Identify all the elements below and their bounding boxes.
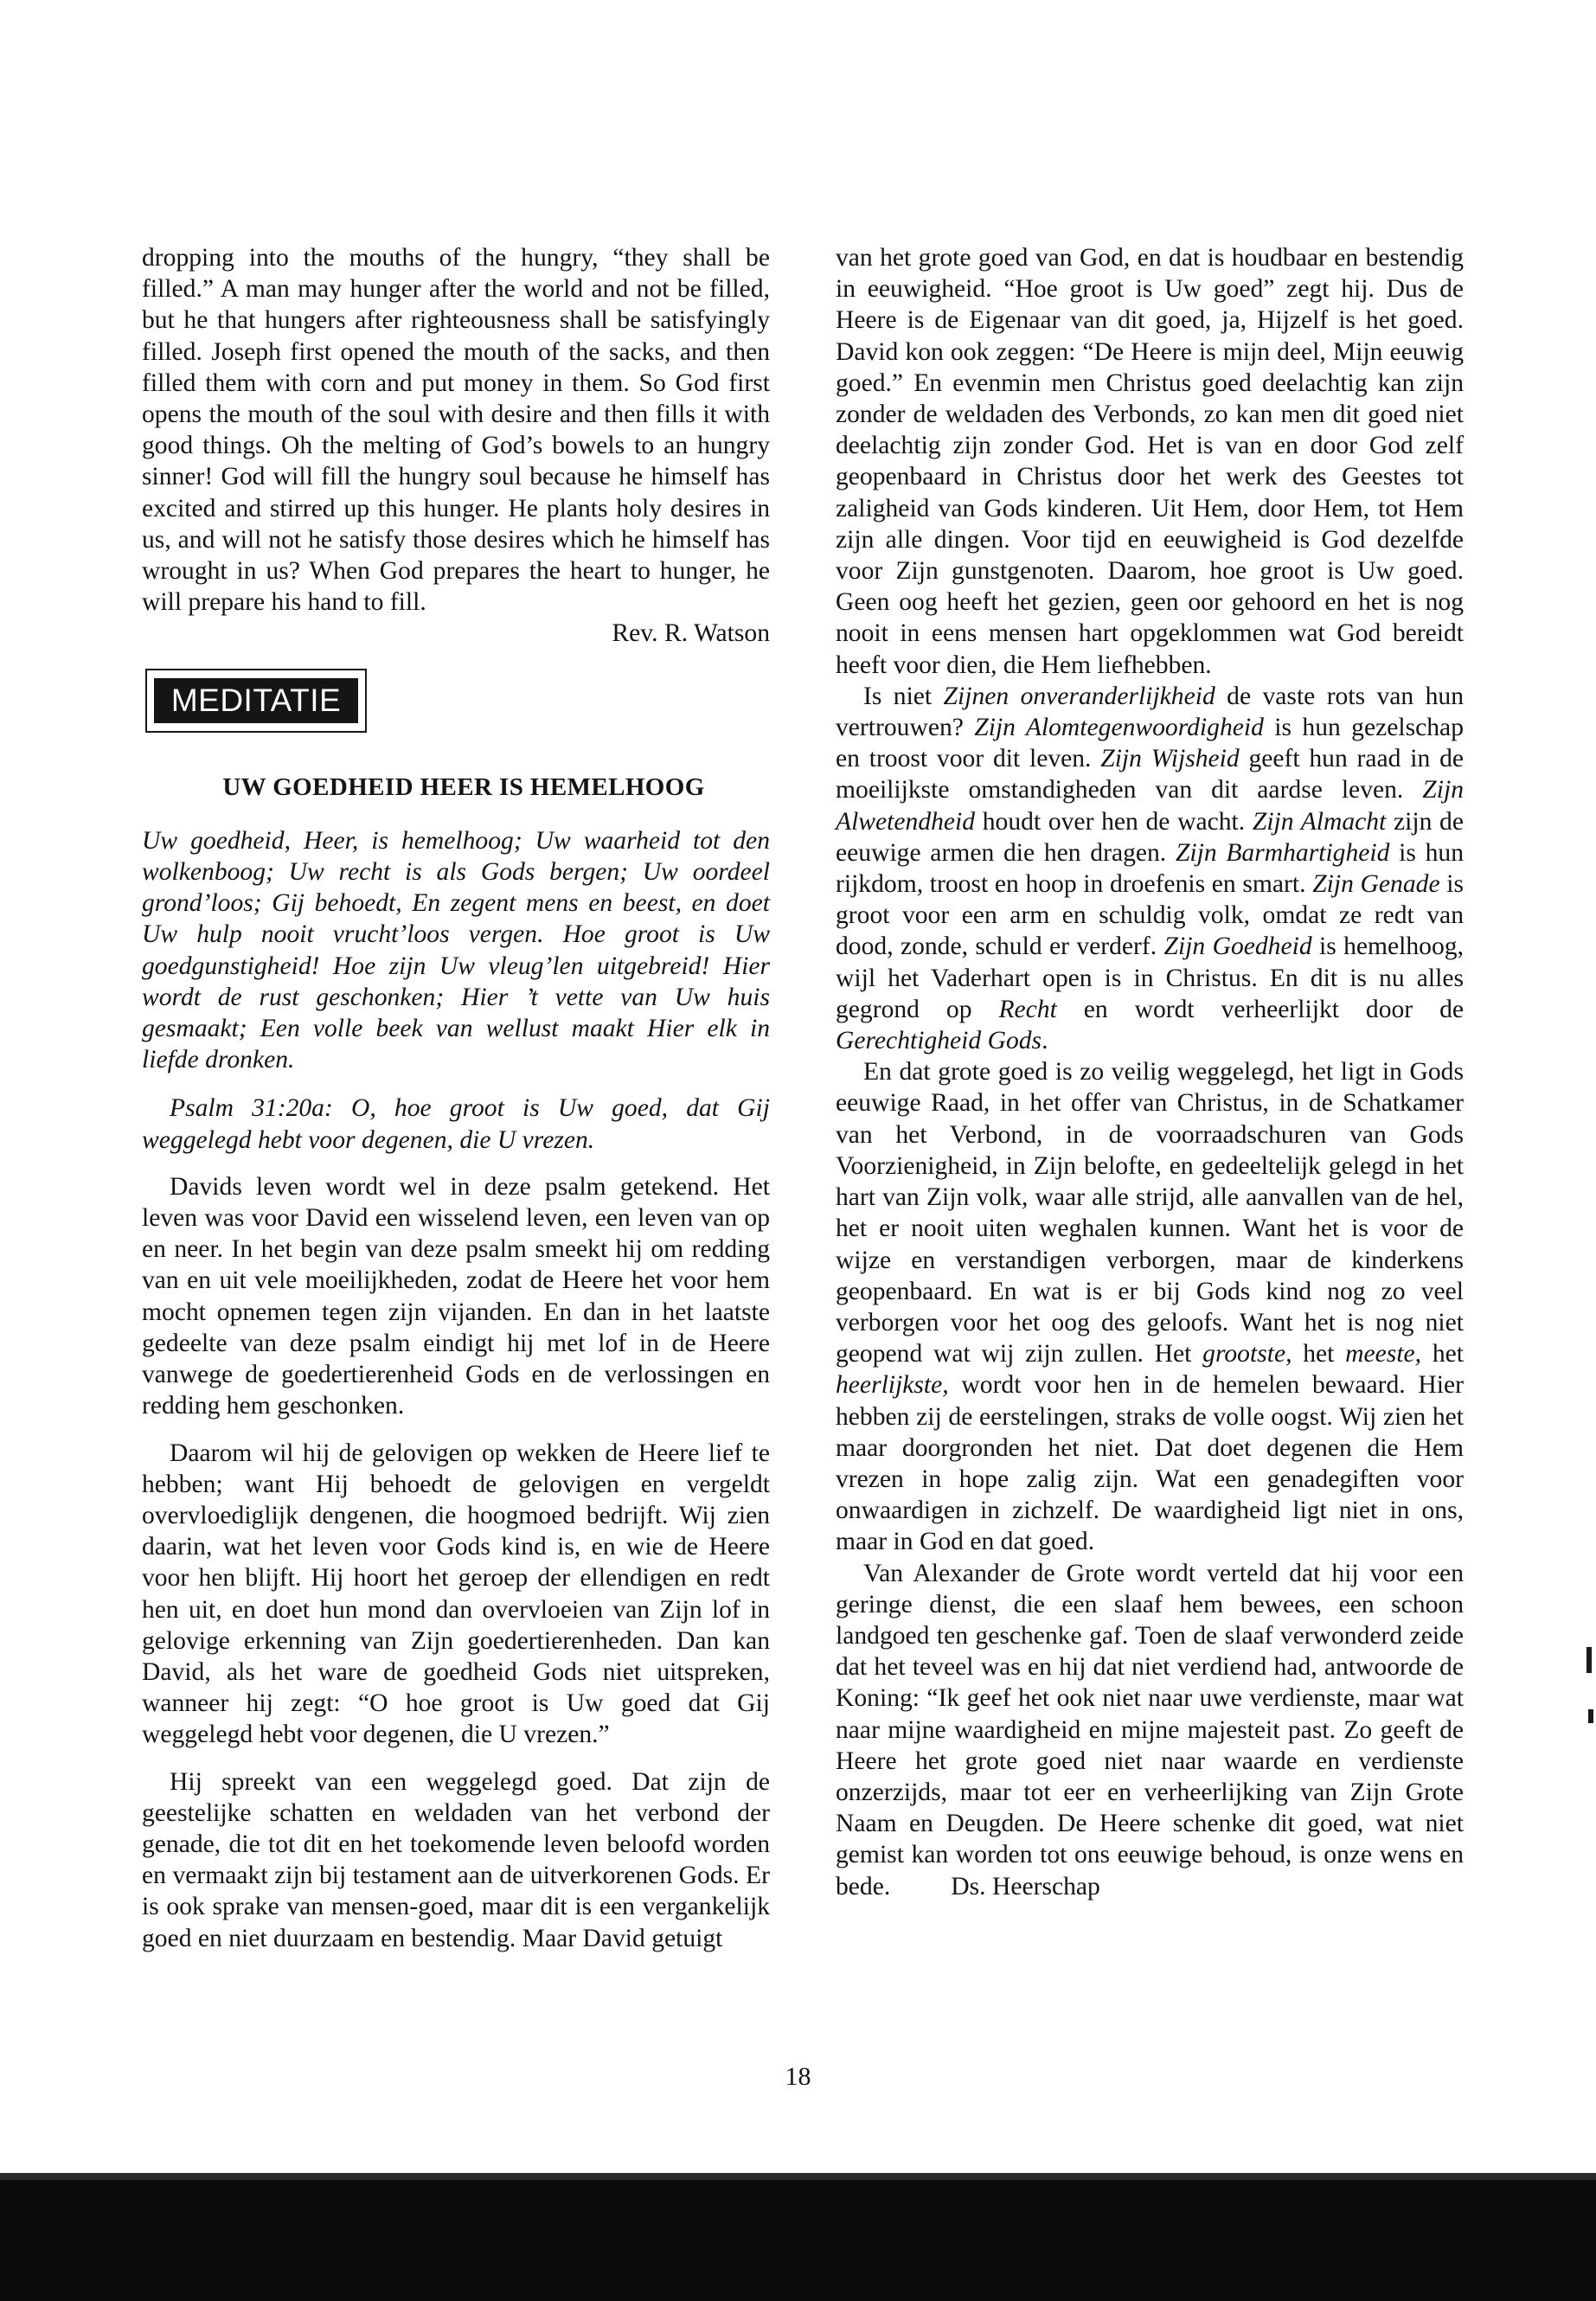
- intro-text: dropping into the mouths of the hungry, “they shall be filled.” A man may hunger after the world and not be filled, but he that hungers after righteousness shall be satisfyingly filled. Joseph first opened the mouth of the sacks, and then filled them with corn and put money in them. So God first opens the mouth of the soul with desire and then fills it with good things. Oh the melting of God’s bowels to an hungry sinner! God will fill the hungry soul because he himself has excited and stirred up this hunger. He plants holy desires in us, and will not he satisfy those desires which he himself has wrought in us? When God prepares the heart to hunger, he will prepare his hand to fill.: [142, 244, 770, 617]
- edge-mark-1: [1586, 1647, 1592, 1673]
- scan-bottom-border: [0, 2173, 1596, 2301]
- scripture-verse: Psalm 31:20a: O, hoe groot is Uw goed, dat Gij weggelegd hebt voor degenen, die U vrezen.: [142, 1094, 770, 1154]
- intro-signature-line: [142, 618, 770, 649]
- intro-author: Rev. R. Watson: [612, 619, 770, 648]
- intro-paragraph: [142, 242, 770, 618]
- hymn-stanza: Uw goedheid, Heer, is hemelhoog; Uw waarheid tot den wolkenboog; Uw recht is als Gods bergen; Uw oordeel grond’loos; Gij behoedt, En zegent mens en beest, en doet Uw hulp nooit vrucht’loos vergen. Hoe groot is Uw goedgunstigheid! Hoe zijn Uw vleug’len uitgebreid! Hier wordt de rust geschonken; Hier ’t vette van Uw huis gesmaakt; Een volle beek van wellust maakt Hier elk in liefde dronken.: [142, 826, 770, 1074]
- edge-mark-2: [1588, 1709, 1593, 1723]
- page-top-margin: [0, 0, 1596, 117]
- badge-label: MEDITATIE: [154, 678, 358, 723]
- article-title: UW GOEDHEID HEER IS HEMELHOOG: [222, 772, 705, 801]
- page-number: 18: [785, 2062, 811, 2091]
- closing-author: Ds. Heerschap: [951, 1872, 1100, 1900]
- body-paragraph-6: En dat grote goed is zo veilig weggelegd, het ligt in Gods eeuwige Raad, in het offer van Christus, in de Schatkamer van het Verbond, in de voorraadschuren van Gods Voorzienigheid, in Zijn belofte, en gedeeltelijk gelegd in het hart van Zijn volk, waar alle strijd, alle aanvallen van de hel, het er nooit uiten weghalen kunnen. Want het is voor de wijze en verstandigen verborgen, maar de kinderkens geopenbaard. En wat is er bij Gods kind nog zo veel verborgen voor het oog des geloofs. Want het is nog niet geopend wat wij zijn zullen. Het grootste, het meeste, het heerlijkste, wordt voor hen in de hemelen bewaard. Hier hebben zij de eerstelingen, straks de volle oogst. Wij zien het maar doorgronden het niet. Dat doet degenen die Hem vrezen in hope zalig zijn. Wat een genadegiften voor onwaardigen in zichzelf. De waardigheid ligt niet in ons, maar in God en dat goed.: [836, 1058, 1464, 1556]
- body-paragraph-5: Is niet Zijnen onveranderlijkheid de vaste rots van hun vertrouwen? Zijn Alomtegenwoordigheid is hun gezelschap en troost voor dit leven. Zijn Wijsheid geeft hun raad in de moeilijkste omstandigheden van dit aardse leven. Zijn Alwetendheid houdt over hen de wacht. Zijn Almacht zijn de eeuwige armen die hen dragen. Zijn Barmhartigheid is hun rijkdom, troost en hoop in droefenis en smart. Zijn Genade is groot voor een arm en schuldig volk, omdat ze redt van dood, zonde, schuld er verderf. Zijn Goedheid is hemelhoog, wijl het Vaderhart open is in Christus. En dit is nu alles gegrond op Recht en wordt verheerlijkt door de Gerechtigheid Gods.: [836, 682, 1465, 1055]
- left-column: [142, 242, 770, 1954]
- body-paragraph-4: van het grote goed van God, en dat is houdbaar en bestendig in eeuwigheid. “Hoe groot is Uw goed” zegt hij. Dus de Heere is de Eigenaar van dit goed, ja, Hijzelf is het goed. David kon ook zeggen: “De Heere is mijn deel, Mijn eeuwig goed.” En evenmin men Christus goed deelachtig kan zijn zonder de weldaden des Verbonds, zo kan men dit goed niet deelachtig zijn zonder God. Het is van en door God zelf geopenbaard in Christus door het werk des Geestes tot zaligheid van Gods kinderen. Uit Hem, door Hem, tot Hem zijn alle dingen. Voor tijd en eeuwigheid is God dezelfde voor Zijn gunstgenoten. Daarom, hoe groot is Uw goed. Geen oog heeft het gezien, geen oor gehoord en het is nog nooit in eens mensen hart opgeklommen wat God bereidt heeft voor dien, die Hem liefhebben.: [836, 244, 1464, 679]
- right-column: [836, 242, 1464, 1902]
- badge-frame: [145, 669, 367, 733]
- section-badge: [145, 669, 770, 733]
- body-paragraph-1: Davids leven wordt wel in deze psalm getekend. Het leven was voor David een wisselend leven, een leven van op en neer. In het begin van deze psalm smeekt hij om redding van en uit vele moeilijkheden, zodat de Heere het voor hem mocht opnemen tegen zijn vijanden. En dan in het laatste gedeelte van deze psalm eindigt hij met lof in de Heere vanwege de goedertierenheid Gods en de verlossingen en redding hem geschonken.: [142, 1172, 770, 1420]
- body-paragraph-2: Daarom wil hij de gelovigen op wekken de Heere lief te hebben; want Hij behoedt de gelovigen en vergeldt overvloediglijk dengenen, die hoogmoed bedrijft. Wij zien daarin, wat het leven voor Gods kind is, en wie de Heere voor hen blijft. Hij hoort het geroep der ellendigen en redt hen uit, en doet hun mond dan overvloeien van Zijn lof in gelovige erkenning van Zijn goedertierenheden. Dan kan David, als het ware de goedheid Gods niet uitspreken, wanneer hij zegt: “O hoe groot is Uw goed dat Gij weggelegd hebt voor degenen, die U vrezen.”: [142, 1439, 770, 1749]
- body-paragraph-3: Hij spreekt van een weggelegd goed. Dat zijn de geestelijke schatten en weldaden van het verbond der genade, die tot dit en het toekomende leven beloofd worden en vermaakt zijn bij testament aan de uitverkorenen Gods. Er is ook sprake van mensen-goed, maar dit is een vergankelijk goed en niet duurzaam en bestendig. Maar David getuigt: [142, 1767, 770, 1952]
- body-paragraph-7: Van Alexander de Grote wordt verteld dat hij voor een geringe dienst, die een slaaf hem bewees, een schoon landgoed ten geschenke gaf. Toen de slaaf verwonderd zeide dat het teveel was en hij dat niet verdiend had, antwoorde de Koning: “Ik geef het ook niet naar uwe verdienste, maar wat naar mijne waardigheid en mijne majesteit past. Zo geeft de Heere het grote goed niet naar waarde en verdienste onzerzijds, maar tot eer en verheerlijking van Zijn Grote Naam en Deugden. De Heere schenke dit goed, wat niet gemist kan worden tot ons eeuwige behoud, is onze wens en bede. Ds. Heerschap: [836, 1559, 1464, 1900]
